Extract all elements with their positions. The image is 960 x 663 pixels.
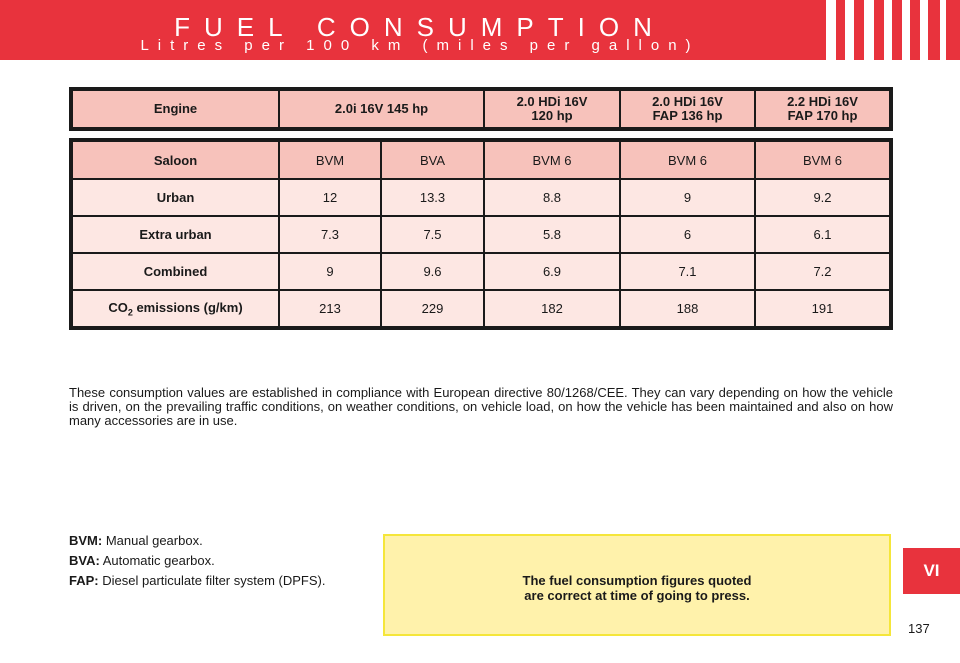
value-cell: 188	[620, 290, 755, 327]
value-cell: 229	[381, 290, 484, 327]
gearbox-cell: BVA	[381, 141, 484, 179]
legend-definition: Automatic gearbox.	[102, 553, 215, 568]
description-paragraph: These consumption values are established in compliance with European directive 80/1268/CEE. They can vary depending on how the vehicle is driven, on the prevailing traffic conditions, on weather conditions, on vehicle load, on how the vehicle has been maintained and also on how many accessories are in use.	[69, 385, 893, 428]
value-cell: 6.1	[755, 216, 890, 253]
co2-row	[72, 290, 890, 327]
gearbox-cell: BVM 6	[484, 141, 620, 179]
value-cell: 9	[279, 253, 381, 290]
page-subtitle: Litres per 100 km (miles per gallon)	[140, 37, 700, 54]
value-cell: 12	[279, 179, 381, 216]
row-label: Extra urban	[72, 216, 279, 253]
co2-label-prefix: CO	[108, 299, 128, 315]
page-title: FUEL CONSUMPTION	[174, 12, 666, 42]
row-label: Urban	[72, 179, 279, 216]
legend-item	[69, 574, 356, 588]
consumption-table	[69, 138, 893, 330]
engine-cell	[484, 90, 620, 128]
engine-power: FAP 170 hp	[787, 108, 858, 123]
saloon-label: Saloon	[72, 141, 279, 179]
value-cell: 191	[755, 290, 890, 327]
value-cell: 6.9	[484, 253, 620, 290]
urban-row	[72, 179, 890, 216]
value-cell: 7.2	[755, 253, 890, 290]
value-cell: 5.8	[484, 216, 620, 253]
legend-item	[69, 554, 356, 568]
legend-term: BVM:	[69, 533, 103, 548]
note-line: The fuel consumption figures quoted	[522, 573, 752, 588]
engine-cell	[279, 90, 484, 128]
value-cell: 7.5	[381, 216, 484, 253]
note-box	[383, 534, 891, 636]
engine-cell	[620, 90, 755, 128]
legend-definition: Manual gearbox.	[105, 533, 203, 548]
engine-label: Engine	[72, 90, 279, 128]
gearbox-cell: BVM 6	[620, 141, 755, 179]
value-cell: 9	[620, 179, 755, 216]
gearbox-row	[72, 141, 890, 179]
value-cell: 7.3	[279, 216, 381, 253]
co2-label-suffix: emissions (g/km)	[132, 299, 243, 315]
engine-name: 2.0 HDi 16V	[516, 94, 588, 109]
engine-cell	[755, 90, 890, 128]
engine-name: 2.0 HDi 16V	[652, 94, 723, 109]
gearbox-cell: BVM 6	[755, 141, 890, 179]
engine-name: 2.2 HDi 16V	[787, 94, 858, 109]
engine-power: FAP 136 hp	[652, 108, 723, 123]
extra-urban-row	[72, 216, 890, 253]
value-cell: 182	[484, 290, 620, 327]
row-label: Combined	[72, 253, 279, 290]
combined-row	[72, 253, 890, 290]
co2-label-subscript: 2	[127, 307, 133, 318]
gearbox-cell: BVM	[279, 141, 381, 179]
page-header	[0, 0, 960, 60]
engine-row	[72, 90, 890, 128]
value-cell: 7.1	[620, 253, 755, 290]
value-cell: 213	[279, 290, 381, 327]
value-cell: 9.2	[755, 179, 890, 216]
value-cell: 8.8	[484, 179, 620, 216]
legend-definition: Diesel particulate filter system (DPFS).	[102, 573, 326, 588]
legend-item	[69, 534, 356, 548]
engine-power: 120 hp	[531, 108, 573, 123]
note-text	[385, 573, 889, 603]
note-line: are correct at time of going to press.	[524, 588, 750, 603]
legend	[69, 534, 356, 594]
value-cell: 6	[620, 216, 755, 253]
page-number: 137	[908, 621, 930, 636]
co2-label	[72, 290, 279, 327]
engine-table	[69, 87, 893, 131]
value-cell: 9.6	[381, 253, 484, 290]
section-tab: VI	[903, 548, 960, 594]
legend-term: FAP:	[69, 573, 99, 588]
value-cell: 13.3	[381, 179, 484, 216]
legend-term: BVA:	[69, 553, 100, 568]
engine-name: 2.0i 16V 145 hp	[334, 101, 429, 116]
